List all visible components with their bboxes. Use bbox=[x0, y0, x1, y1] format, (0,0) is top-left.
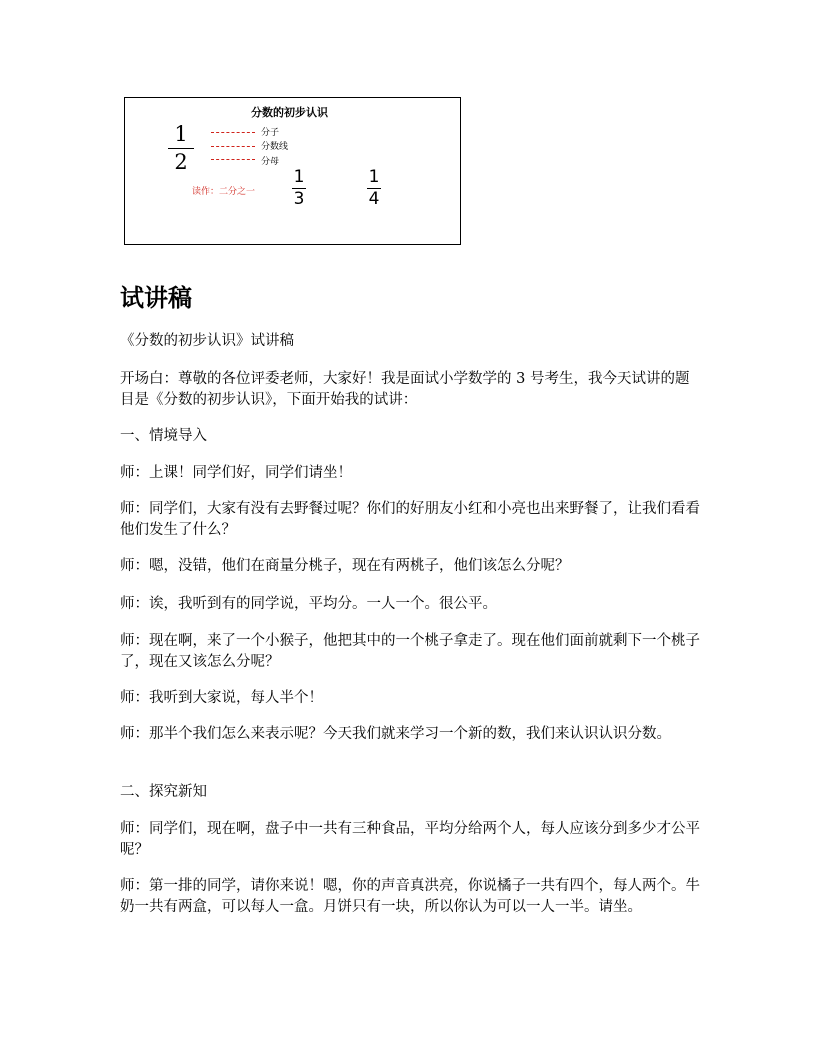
section-heading-intro: 一、情境导入 bbox=[120, 428, 207, 444]
label-numerator: 分子 bbox=[261, 128, 280, 138]
main-numerator: 1 bbox=[174, 122, 188, 146]
paragraph: 师：那半个我们怎么来表示呢？今天我们就来学习一个新的数，我们来认识认识分数。 bbox=[120, 726, 671, 742]
section-heading-explore: 二、探究新知 bbox=[120, 784, 207, 800]
one-quarter-denominator: 4 bbox=[368, 189, 380, 209]
main-fraction bbox=[168, 124, 194, 173]
paragraph: 师：同学们，大家有没有去野餐过呢？你们的好朋友小红和小亮也出来野餐了，让我们看看他们发生了什么？ bbox=[120, 501, 700, 538]
one-third-numerator: 1 bbox=[293, 167, 305, 187]
fraction-one-quarter bbox=[367, 169, 381, 208]
paragraph-title: 《分数的初步认识》试讲稿 bbox=[120, 333, 294, 349]
paragraph-opening: 开场白：尊敬的各位评委老师，大家好！我是面试小学数学的 3 号考生，我今天试讲的题目是《分数的初步认识》，下面开始我的试讲： bbox=[120, 371, 690, 408]
paragraph: 师：现在啊，来了一个小猴子，他把其中的一个桃子拿走了。现在他们面前就剩下一个桃子了，现在又该怎么分呢？ bbox=[120, 633, 700, 670]
doc-heading: 试讲稿 bbox=[120, 284, 192, 312]
main-denominator: 2 bbox=[174, 150, 188, 174]
fraction-bar-pointer-line bbox=[211, 146, 255, 147]
numerator-pointer-line bbox=[211, 132, 255, 133]
paragraph: 师：嗯，没错，他们在商量分桃子，现在有两桃子，他们该怎么分呢？ bbox=[120, 558, 570, 574]
paragraph: 师：第一排的同学，请你来说！嗯，你的声音真洪亮，你说橘子一共有四个，每人两个。牛奶一共有两盒，可以每人一盒。月饼只有一块，所以你认为可以一人一半。请坐。 bbox=[120, 878, 700, 915]
denominator-pointer-line bbox=[211, 159, 255, 160]
main-fraction-bar bbox=[168, 148, 194, 149]
paragraph: 师：上课！同学们好，同学们请坐！ bbox=[120, 465, 352, 481]
fraction-one-third bbox=[292, 169, 306, 208]
label-fraction-bar: 分数线 bbox=[261, 142, 289, 152]
board-title: 分数的初步认识 bbox=[251, 106, 328, 119]
one-third-denominator: 3 bbox=[293, 189, 305, 209]
label-denominator: 分母 bbox=[261, 157, 280, 167]
one-quarter-numerator: 1 bbox=[368, 167, 380, 187]
blackboard-diagram bbox=[124, 97, 461, 245]
paragraph: 师：我听到大家说，每人半个！ bbox=[120, 690, 323, 706]
paragraph: 师：同学们，现在啊，盘子中一共有三种食品，平均分给两个人，每人应该分到多少才公平呢？ bbox=[120, 821, 700, 858]
paragraph: 师：诶，我听到有的同学说，平均分。一人一个。很公平。 bbox=[120, 596, 497, 612]
reading-text: 读作：二分之一 bbox=[192, 187, 256, 197]
